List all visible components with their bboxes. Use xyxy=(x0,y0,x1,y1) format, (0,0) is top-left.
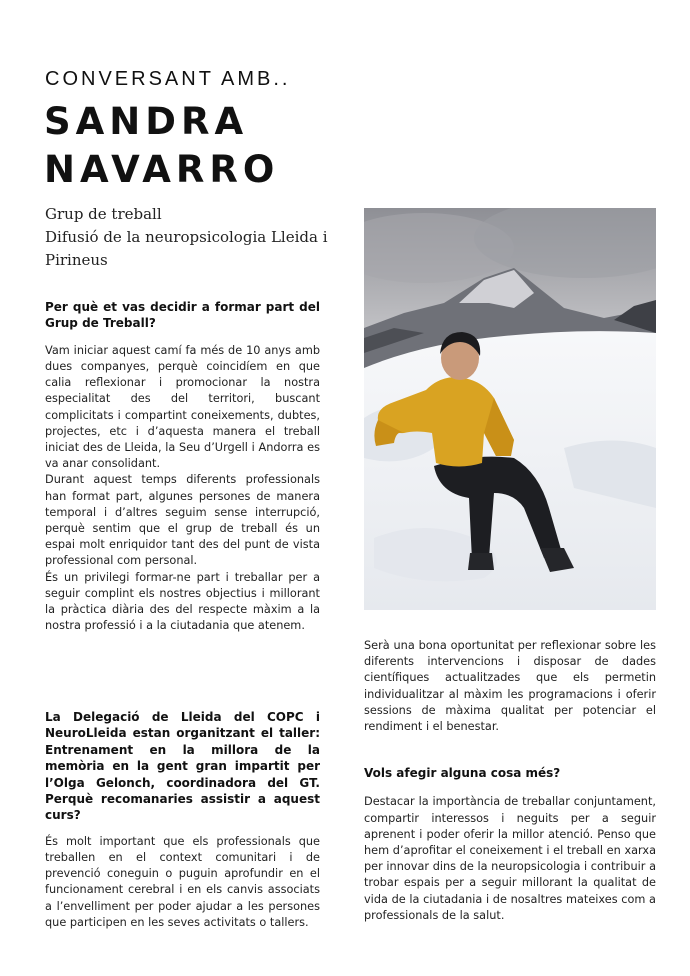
answer-1-paragraph-3: És un privilegi formar-ne part i treballar per a seguir complint els nostres objectius i millorant la pràctica diària des del respecte màxim a la nostra professió i a la ciutadania que atenem. xyxy=(45,570,320,633)
right-column-block-1 xyxy=(364,638,656,735)
interviewee-name xyxy=(44,98,279,194)
left-column-block-1 xyxy=(45,299,320,634)
answer-2-continued: Serà una bona oportunitat per reflexionar sobre les diferents intervencions i disposar de dades científiques actualitzades que els permetin individualitzar al màxim les programacions i oferir sessions de màxima qualitat per potenciar el rendiment i el benestar. xyxy=(364,639,656,734)
answer-2: És molt important que els professionals que treballen en el context comunitari i de prevenció coneguin o puguin aprofundir en el funcionament cerebral i en els canvis associats a l’envelliment per poder ajudar a les persones que participen en les seves activitats o tallers. xyxy=(45,834,320,929)
question-2: La Delegació de Lleida del COPC i NeuroLleida estan organitzant el taller: Entrenament en la millora de la memòria en la gent gran impartit per l’Olga Gelonch, coordinadora del GT. Perquè recomanaries assistir a aquest curs? xyxy=(45,710,320,823)
portrait-photo xyxy=(364,208,656,610)
interview-kicker: CONVERSANT AMB.. xyxy=(45,68,291,90)
question-1: Per què et vas decidir a formar part del Grup de Treball? xyxy=(45,300,320,331)
right-column-block-2 xyxy=(364,765,656,924)
answer-1-paragraph-2: Durant aquest temps diferents professionals han format part, algunes persones de manera temporal i d’altres seguim sense interrupció, perquè sentim que el grup de treball és un espai molt enriquidor tant des del punt de vista professional com personal. xyxy=(45,473,320,568)
question-3: Vols afegir alguna cosa més? xyxy=(364,766,561,780)
answer-1-paragraph-1: Vam iniciar aquest camí fa més de 10 anys amb dues companyes, perquè coincidíem en que calia reflexionar i promocionar la nostra especialitat des del territori, buscant complicitats i compartint coneixements, dubtes, projectes, etc i d’aquesta manera el treball iniciat des de Lleida, la Seu d’Urgell i Andorra es va anar consolidant. xyxy=(45,343,320,471)
answer-3: Destacar la importància de treballar conjuntament, compartir interessos i neguits per a seguir aprenent i poder oferir la millor atenció. Penso que hem d’aprofitar el coneixement i el treball en xarxa per innovar dins de la neuropsicologia i contribuir a trobar espais per a seguir millorant la qualitat de vida de la ciutadania i de nosaltres mateixes com a professionals de la salut. xyxy=(364,795,656,922)
group-label: Grup de treball xyxy=(45,205,162,223)
left-column-block-2 xyxy=(45,709,320,931)
group-name: Difusió de la neuropsicologia Lleida i Pirineus xyxy=(45,228,328,269)
name-line-2: NAVARRO xyxy=(44,148,280,191)
name-line-1: SANDRA xyxy=(44,100,249,143)
work-group-info xyxy=(45,203,345,272)
